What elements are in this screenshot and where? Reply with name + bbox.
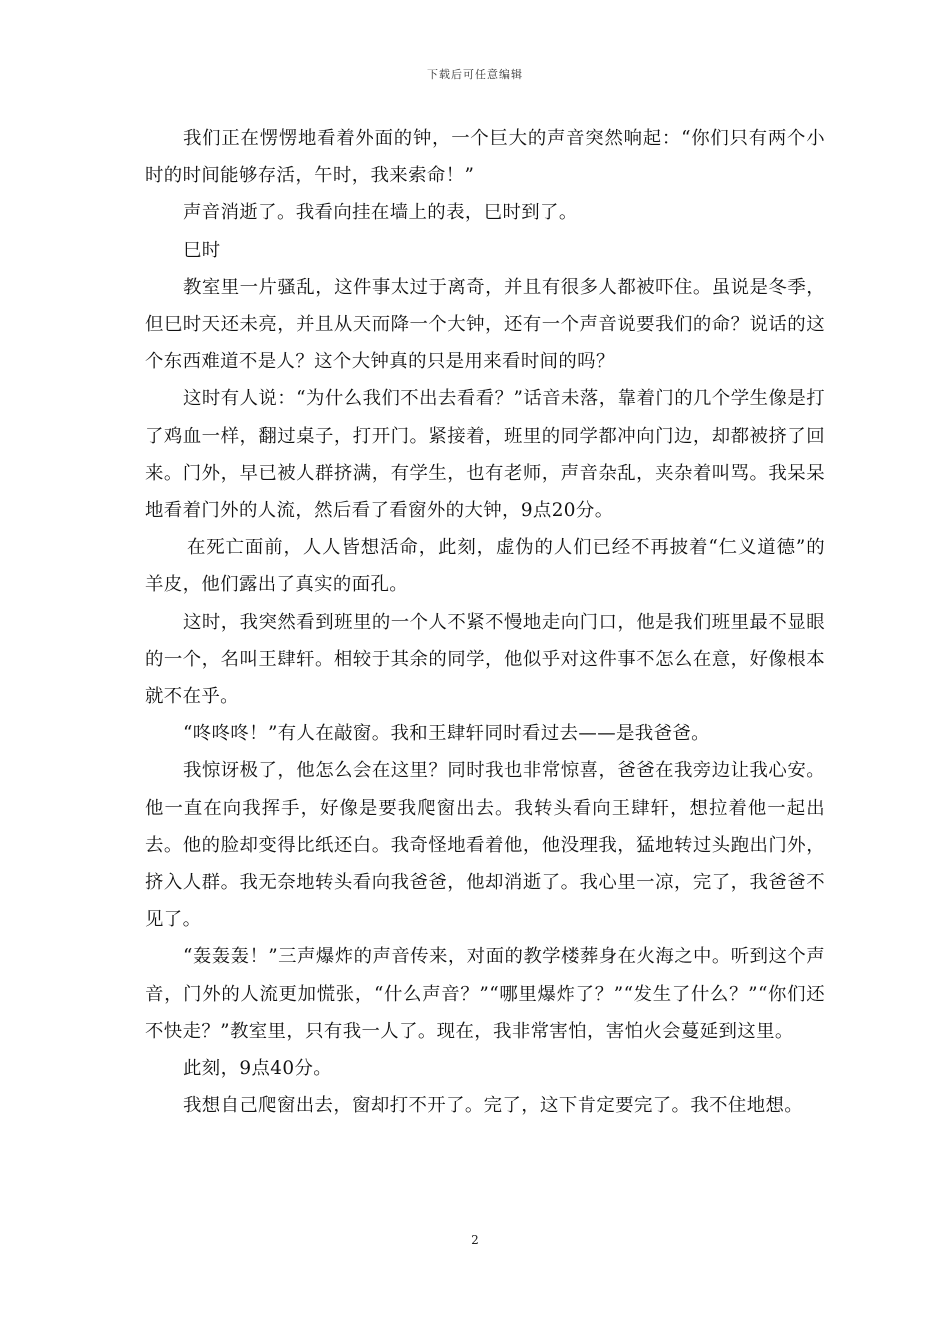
paragraph: 巳时 bbox=[183, 239, 221, 261]
paragraph: 声音消逝了。我看向挂在墙上的表，巳时到了。 bbox=[183, 202, 578, 224]
paragraph: 这时有人说：“为什么我们不出去看看？”话音未落，靠着门的几个学生像是打了鸡血一样，翻过桌子，打开门。紧接着，班里的同学都冲向门边，却都被挤了回来。门外，早已被人群挤满，有学生，也有老师，声音杂乱，夹杂着叫骂。我呆呆地看着门外的人流，然后看了看窗外的大钟，9点20分。 bbox=[145, 388, 825, 522]
paragraph: “轰轰轰！”三声爆炸的声音传来，对面的教学楼葬身在火海之中。听到这个声音，门外的人流更加慌张，“什么声音？”“哪里爆炸了？”“发生了什么？”“你们还不快走？”教室里，只有我一人了。现在，我非常害怕，害怕火会蔓延到这里。 bbox=[145, 946, 825, 1042]
paragraph: 我惊讶极了，他怎么会在这里？同时我也非常惊喜，爸爸在我旁边让我心安。他一直在向我挥手，好像是要我爬窗出去。我转头看向王肆轩，想拉着他一起出去。他的脸却变得比纸还白。我奇怪地看着他，他没理我，猛地转过头跑出门外，挤入人群。我无奈地转头看向我爸爸，他却消逝了。我心里一凉，完了，我爸爸不见了。 bbox=[145, 760, 825, 931]
paragraph: 此刻，9点40分。 bbox=[183, 1058, 333, 1080]
paragraph: 这时，我突然看到班里的一个人不紧不慢地走向门口，他是我们班里最不显眼的一个，名叫王肆轩。相较于其余的同学，他似乎对这件事不怎么在意，好像根本就不在乎。 bbox=[145, 611, 825, 708]
page-header-note: 下载后可任意编辑 bbox=[427, 68, 523, 81]
paragraph: 教室里一片骚乱，这件事太过于离奇，并且有很多人都被吓住。虽说是冬季，但巳时天还未亮，并且从天而降一个大钟，还有一个声音说要我们的命？说话的这个东西难道不是人？这个大钟真的只是用来看时间的吗？ bbox=[145, 276, 825, 373]
document-body bbox=[145, 120, 825, 1124]
paragraph: 在死亡面前，人人皆想活命，此刻，虚伪的人们已经不再披着“仁义道德”的羊皮，他们露出了真实的面孔。 bbox=[145, 537, 825, 596]
paragraph: “咚咚咚！”有人在敲窗。我和王肆轩同时看过去——是我爸爸。 bbox=[183, 723, 710, 745]
paragraph: 我想自己爬窗出去，窗却打不开了。完了，这下肯定要完了。我不住地想。 bbox=[183, 1095, 804, 1117]
paragraph: 我们正在愣愣地看着外面的钟，一个巨大的声音突然响起：“你们只有两个小时的时间能够存活，午时，我来索命！” bbox=[145, 128, 825, 187]
page-number: 2 bbox=[471, 1233, 479, 1247]
